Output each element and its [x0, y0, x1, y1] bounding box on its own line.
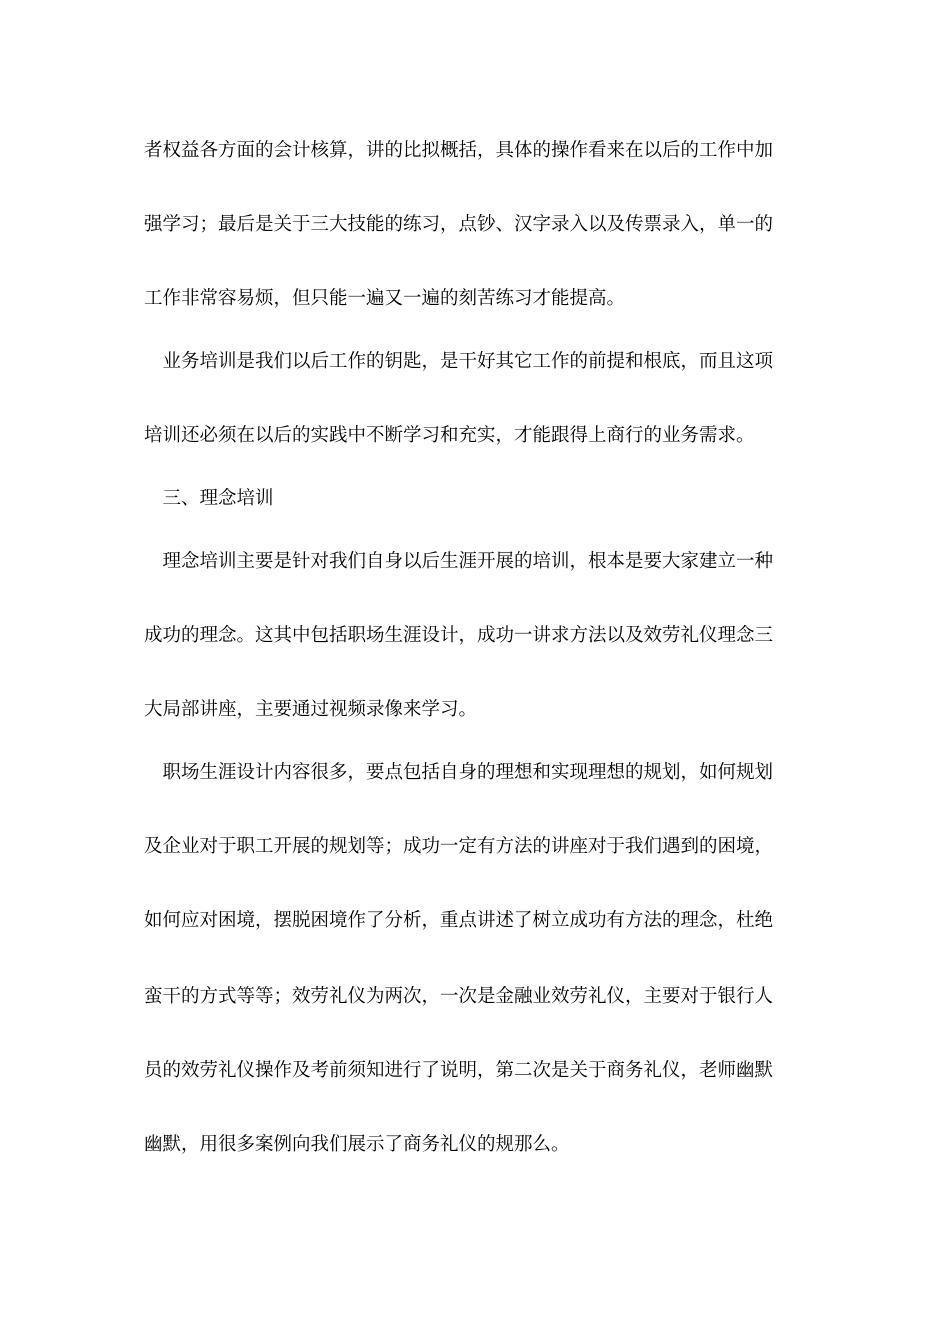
text-line: 员的效劳礼仪操作及考前须知进行了说明，第二次是关于商务礼仪，老师幽默: [144, 1060, 774, 1081]
text-line: 大局部讲座，主要通过视频录像来学习。: [144, 699, 478, 720]
text-line: 如何应对困境，摆脱困境作了分析，重点讲述了树立成功有方法的理念，杜绝: [144, 910, 774, 931]
text-line: 工作非常容易烦，但只能一遍又一遍的刻苦练习才能提高。: [144, 288, 626, 309]
text-line: 职场生涯设计内容很多，要点包括自身的理想和实现理想的规划，如何规划: [144, 762, 774, 783]
section-heading: 三、理念培训: [144, 488, 274, 509]
text-line: 成功的理念。这其中包括职场生涯设计，成功一讲求方法以及效劳礼仪理念三: [144, 625, 774, 646]
text-line: 强学习；最后是关于三大技能的练习，点钞、汉字录入以及传票录入，单一的: [144, 214, 774, 235]
text-line: 幽默，用很多案例向我们展示了商务礼仪的规那么。: [144, 1134, 570, 1155]
text-line: 理念培训主要是针对我们自身以后生涯开展的培训，根本是要大家建立一种: [144, 551, 774, 572]
text-line: 培训还必须在以后的实践中不断学习和充实，才能跟得上商行的业务需求。: [144, 425, 755, 446]
text-line: 者权益各方面的会计核算，讲的比拟概括，具体的操作看来在以后的工作中加: [144, 140, 774, 161]
text-line: 业务培训是我们以后工作的钥匙，是干好其它工作的前提和根底，而且这项: [144, 351, 774, 372]
text-line: 及企业对于职工开展的规划等；成功一定有方法的讲座对于我们遇到的困境，: [144, 836, 774, 857]
text-line: 蛮干的方式等等；效劳礼仪为两次，一次是金融业效劳礼仪，主要对于银行人: [144, 986, 774, 1007]
